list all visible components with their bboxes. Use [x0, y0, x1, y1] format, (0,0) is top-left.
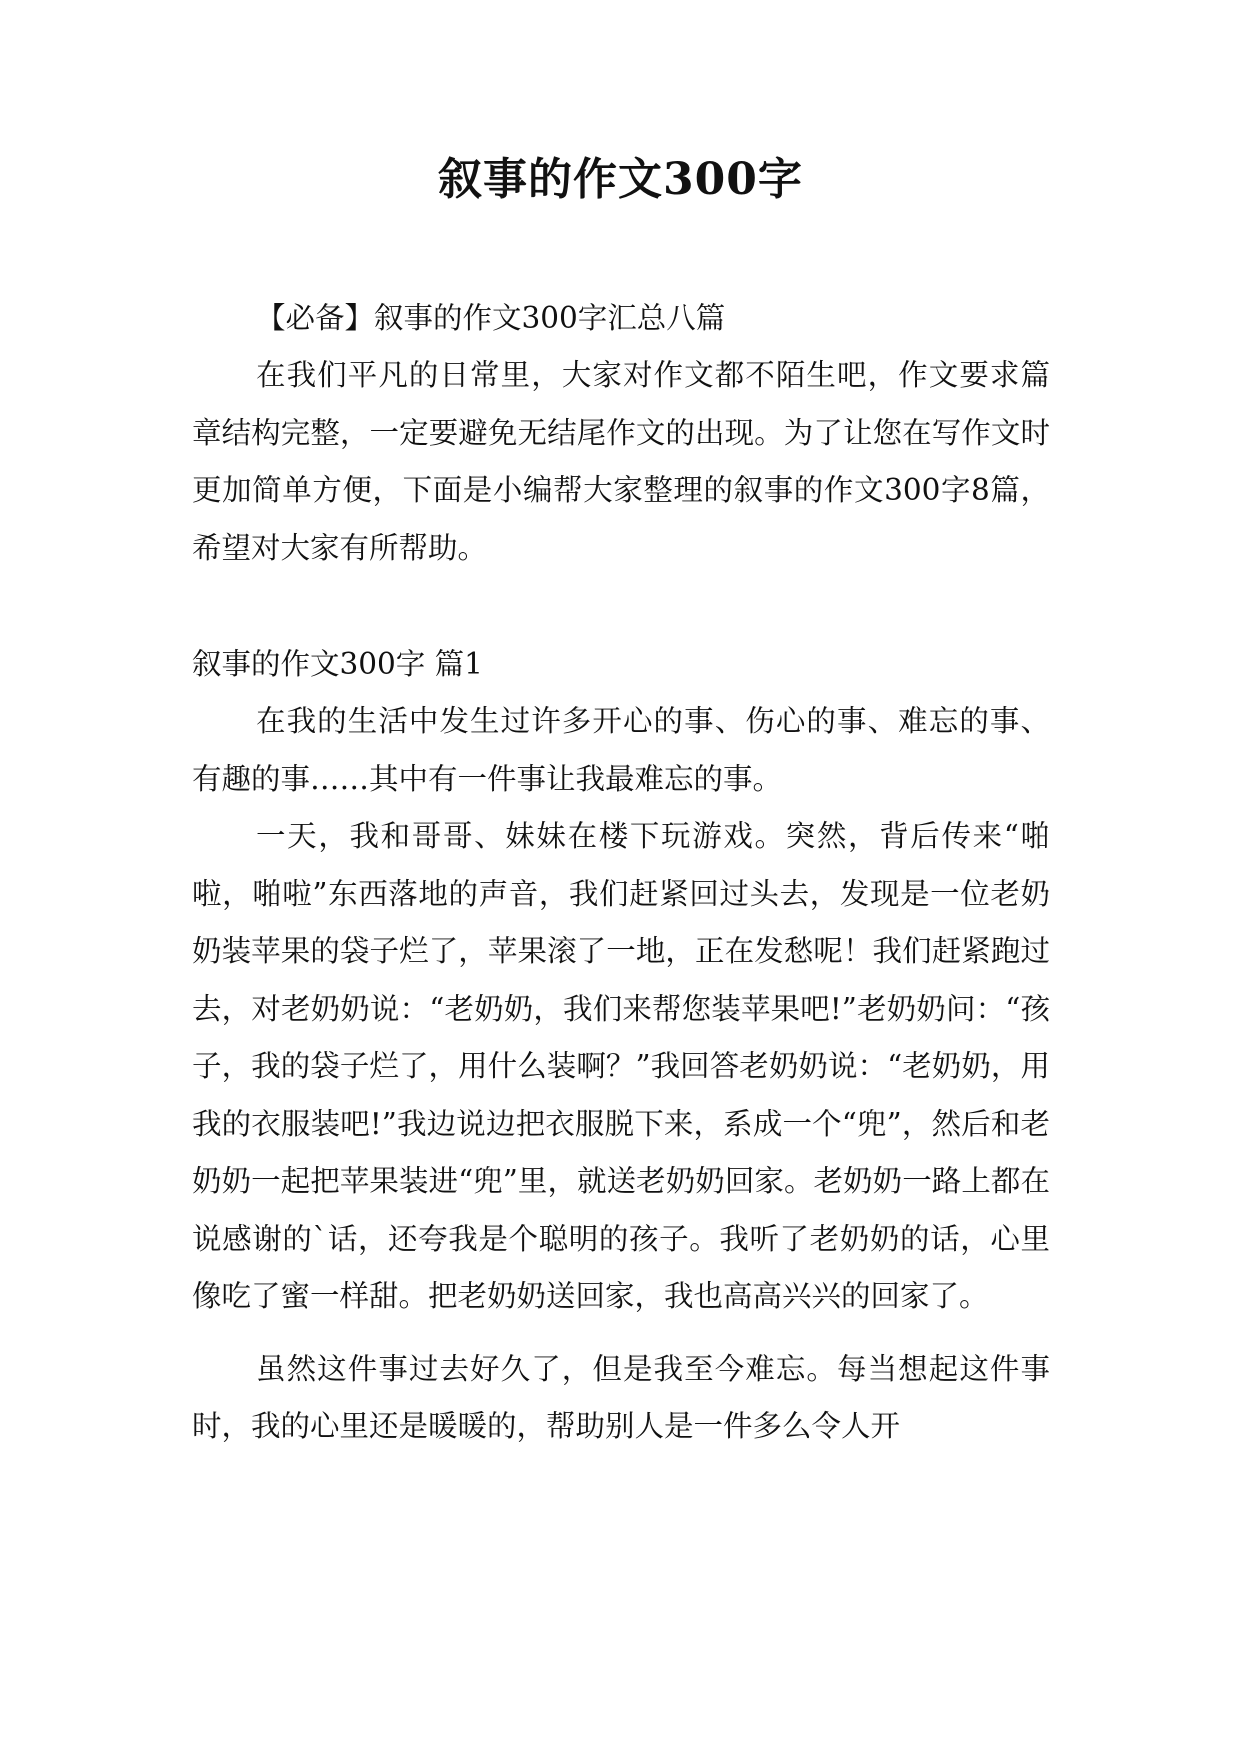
- section-paragraph: 一天，我和哥哥、妹妹在楼下玩游戏。突然，背后传来“啪啦，啪啦”东西落地的声音，我们赶紧回过头去，发现是一位老奶奶装苹果的袋子烂了，苹果滚了一地，正在发愁呢！我们赶紧跑过去，对老奶奶说：“老奶奶，我们来帮您装苹果吧!”老奶奶问：“孩子，我的袋子烂了，用什么装啊？”我回答老奶奶说：“老奶奶，用我的衣服装吧!”我边说边把衣服脱下来，系成一个“兜”，然后和老奶奶一起把苹果装进“兜”里，就送老奶奶回家。老奶奶一路上都在说感谢的`话，还夸我是个聪明的孩子。我听了老奶奶的话，心里像吃了蜜一样甜。把老奶奶送回家，我也高高兴兴的回家了。: [192, 819, 1050, 1313]
- section-paragraph: 在我的生活中发生过许多开心的事、伤心的事、难忘的事、有趣的事……其中有一件事让我最难忘的事。: [192, 704, 1050, 796]
- document-subtitle: 【必备】叙事的作文300字汇总八篇: [256, 301, 726, 335]
- section-heading: 叙事的作文300字 篇1: [192, 647, 483, 681]
- intro-paragraph: 在我们平凡的日常里，大家对作文都不陌生吧，作文要求篇章结构完整，一定要避免无结尾作文的出现。为了让您在写作文时更加简单方便，下面是小编帮大家整理的叙事的作文300字8篇，希望对大家有所帮助。: [192, 358, 1050, 565]
- section-body: [192, 693, 1050, 1456]
- intro-block: [192, 347, 1050, 577]
- section-paragraph: 虽然这件事过去好久了，但是我至今难忘。每当想起这件事时，我的心里还是暖暖的，帮助别人是一件多么令人开: [192, 1351, 1050, 1443]
- page-title: 叙事的作文300字: [438, 154, 803, 205]
